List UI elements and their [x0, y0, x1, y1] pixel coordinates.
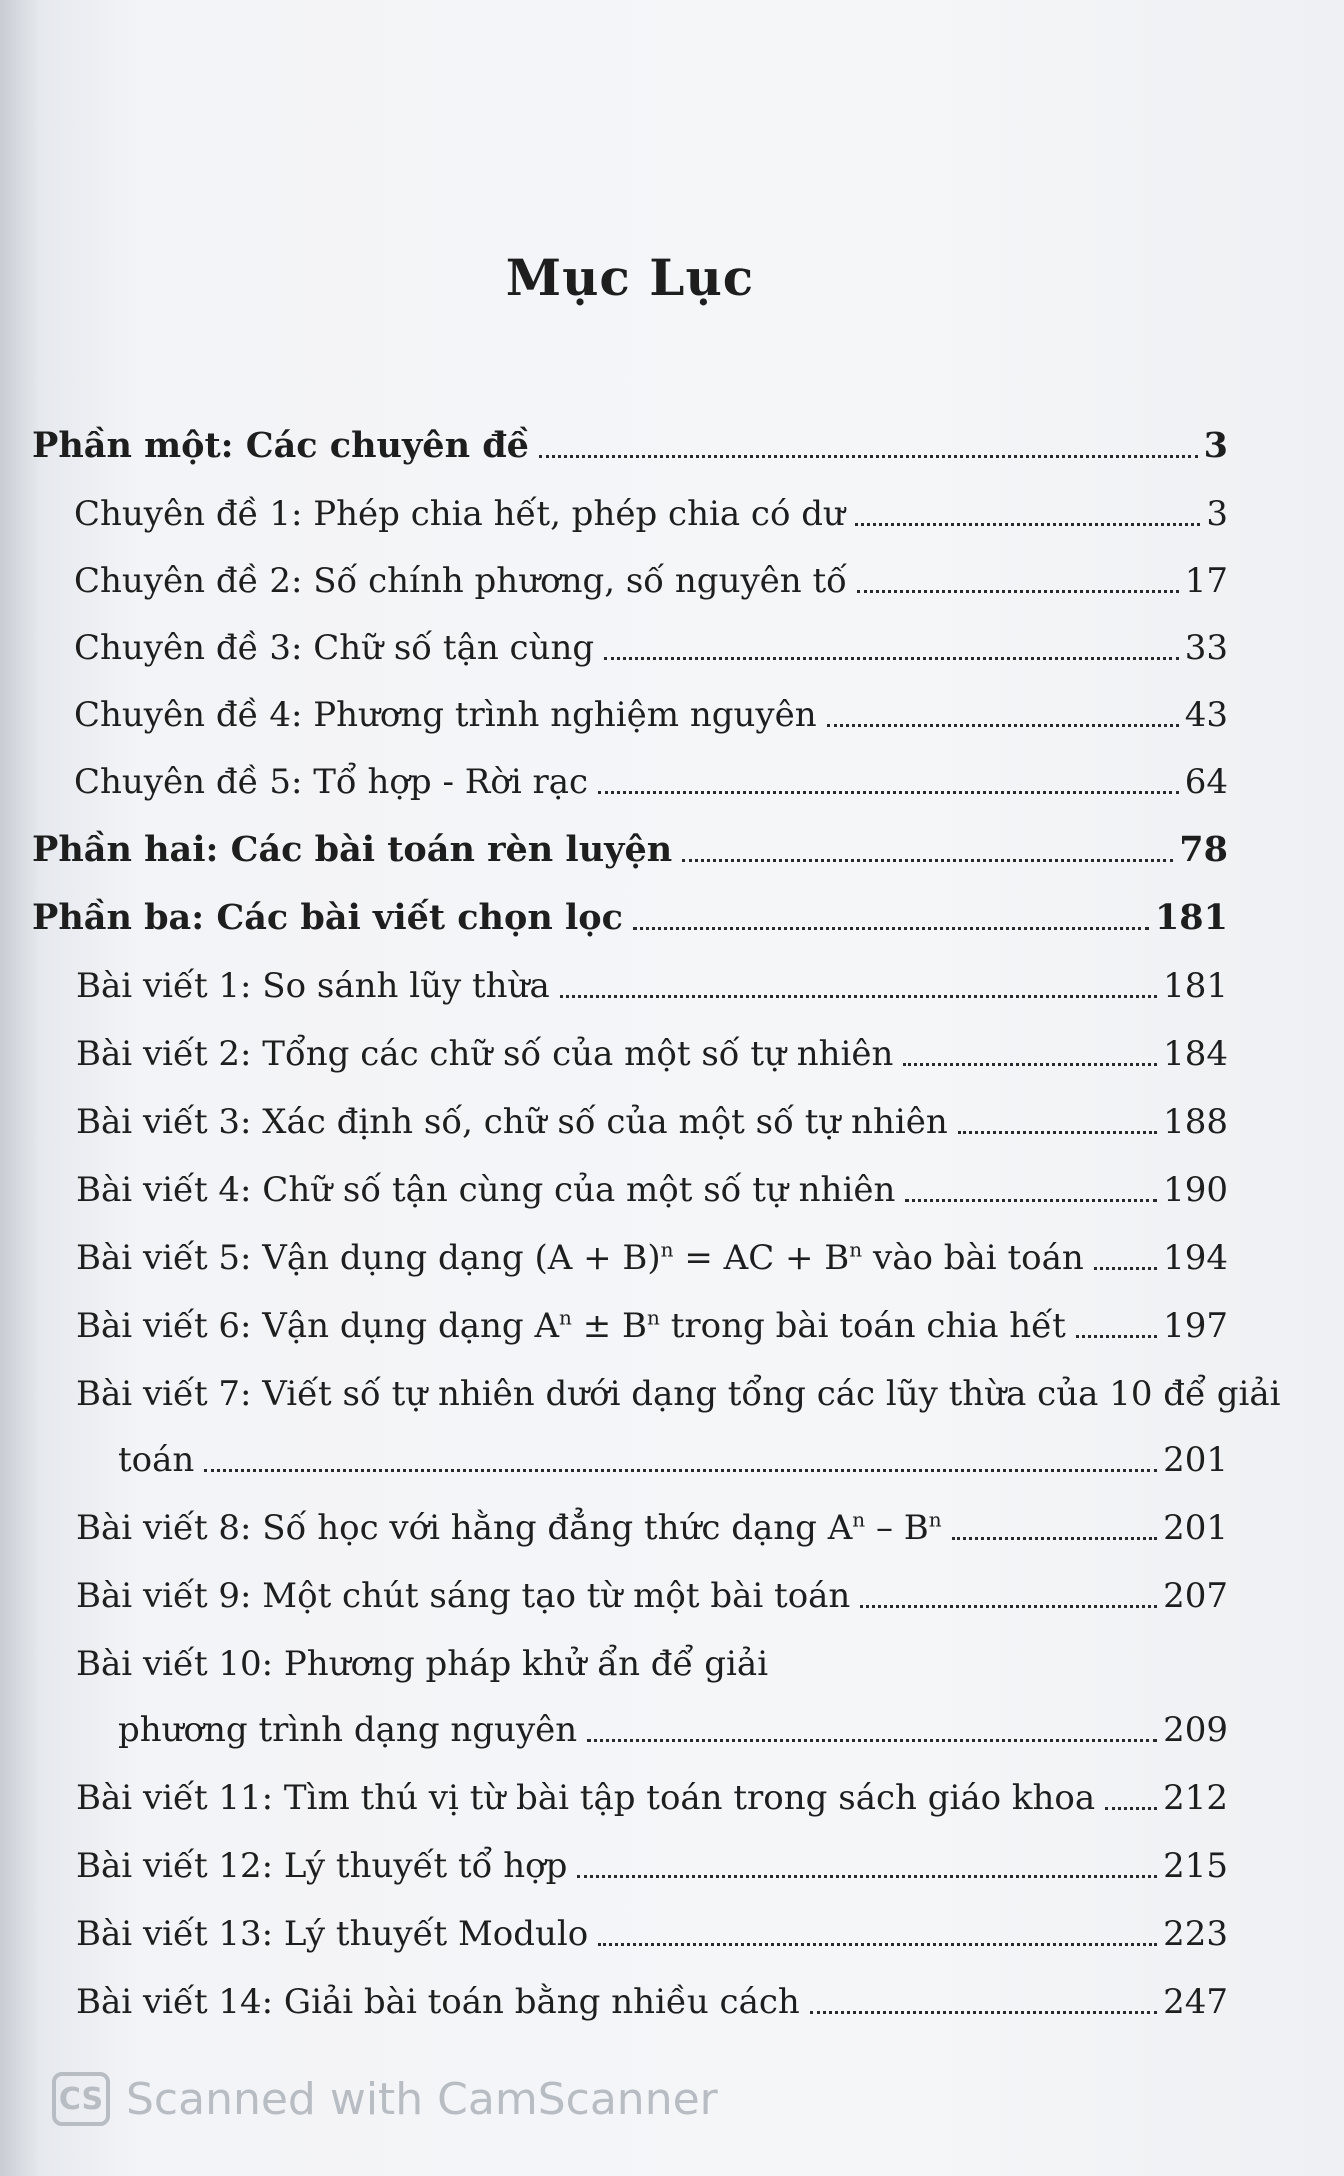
toc-page: 201	[1163, 1440, 1228, 1480]
toc-label: Chuyên đề 3: Chữ số tận cùng	[74, 628, 595, 668]
toc-page: 190	[1163, 1170, 1228, 1210]
watermark-text: Scanned with CamScanner	[126, 2073, 718, 2125]
toc-page: 181	[1154, 897, 1228, 938]
toc-page: 194	[1163, 1238, 1228, 1278]
toc-label: Bài viết 1: So sánh lũy thừa	[76, 966, 550, 1006]
toc-item[interactable]	[76, 1304, 1228, 1348]
toc-item[interactable]	[76, 1168, 1228, 1212]
toc-page: 223	[1163, 1914, 1228, 1954]
toc-page: 17	[1184, 561, 1228, 601]
toc-page: 209	[1163, 1710, 1228, 1750]
camscanner-logo-icon: CS	[52, 2072, 110, 2126]
toc-label: Bài viết 6: Vận dụng dạng $A^n \pm B^n$ trong bài toán chia hết	[76, 1305, 1066, 1346]
toc-page: 212	[1163, 1778, 1228, 1818]
toc-item[interactable]	[74, 492, 1228, 536]
toc-page: 181	[1163, 966, 1228, 1006]
toc-label: Bài viết 8: Số học với hằng đẳng thức dạng $A^n - B^n$	[76, 1507, 942, 1548]
toc-label: toán	[118, 1440, 195, 1480]
toc-item[interactable]	[74, 693, 1228, 737]
toc-label: Phần hai: Các bài toán rèn luyện	[32, 829, 673, 870]
toc-item[interactable]	[118, 1438, 1228, 1482]
toc-label: Phần một: Các chuyên đề	[32, 425, 529, 466]
toc-item[interactable]	[74, 626, 1228, 670]
toc-item[interactable]	[76, 1236, 1228, 1280]
toc-page: 3	[1206, 494, 1228, 534]
toc-page: 215	[1163, 1846, 1228, 1886]
toc-item[interactable]	[76, 1776, 1228, 1820]
toc-label: Chuyên đề 2: Số chính phương, số nguyên tố	[74, 561, 847, 601]
toc-page: 184	[1163, 1034, 1228, 1074]
toc-item[interactable]	[74, 559, 1228, 603]
toc-label-line-1: Bài viết 10: Phương pháp khử ẩn để giải	[76, 1644, 769, 1684]
toc-label: Bài viết 14: Giải bài toán bằng nhiều cách	[76, 1982, 800, 2022]
toc-page: 33	[1184, 628, 1228, 668]
toc-item[interactable]	[76, 1980, 1228, 2024]
toc-item[interactable]	[76, 1032, 1228, 1076]
toc-label: Chuyên đề 4: Phương trình nghiệm nguyên	[74, 695, 817, 735]
page-title: Mục Lục	[505, 248, 755, 307]
toc-part-1[interactable]	[32, 424, 1228, 468]
toc-label: Phần ba: Các bài viết chọn lọc	[32, 897, 623, 938]
toc-page: 78	[1179, 829, 1228, 870]
toc-label: Bài viết 3: Xác định số, chữ số của một số tự nhiên	[76, 1102, 948, 1142]
toc-label: Bài viết 12: Lý thuyết tổ hợp	[76, 1846, 568, 1886]
toc-label: Bài viết 5: Vận dụng dạng $(A + B)^n$ = AC + $B^n$ vào bài toán	[76, 1237, 1084, 1278]
toc-page: 3	[1203, 425, 1228, 466]
toc-item[interactable]	[74, 760, 1228, 804]
toc-page: 207	[1163, 1576, 1228, 1616]
camscanner-watermark	[52, 2072, 718, 2126]
toc-item[interactable]	[76, 1574, 1228, 1618]
toc-page: 43	[1184, 695, 1228, 735]
toc-item[interactable]	[118, 1708, 1228, 1752]
toc-label: Bài viết 2: Tổng các chữ số của một số tự nhiên	[76, 1034, 894, 1074]
toc-label: Bài viết 11: Tìm thú vị từ bài tập toán trong sách giáo khoa	[76, 1778, 1096, 1818]
toc-item[interactable]	[76, 964, 1228, 1008]
toc-label: Bài viết 9: Một chút sáng tạo từ một bài toán	[76, 1576, 851, 1616]
toc-label: Chuyên đề 1: Phép chia hết, phép chia có dư	[74, 494, 845, 534]
toc-part-2[interactable]	[32, 828, 1228, 872]
toc-page: 64	[1184, 762, 1228, 802]
toc-part-3[interactable]	[32, 896, 1228, 940]
toc-item[interactable]	[76, 1100, 1228, 1144]
toc-label: Chuyên đề 5: Tổ hợp - Rời rạc	[74, 762, 589, 802]
toc-item[interactable]	[76, 1506, 1228, 1550]
toc-label-line-1: Bài viết 7: Viết số tự nhiên dưới dạng tổng các lũy thừa của 10 để giải	[76, 1374, 1281, 1414]
toc-page: 188	[1163, 1102, 1228, 1142]
toc-page: 247	[1163, 1982, 1228, 2022]
toc-item[interactable]	[76, 1844, 1228, 1888]
toc-label: Bài viết 13: Lý thuyết Modulo	[76, 1914, 589, 1954]
toc-page: 201	[1163, 1508, 1228, 1548]
toc-label: phương trình dạng nguyên	[118, 1710, 578, 1750]
toc-item[interactable]	[76, 1912, 1228, 1956]
toc-label: Bài viết 4: Chữ số tận cùng của một số tự nhiên	[76, 1170, 896, 1210]
toc-page: 197	[1163, 1306, 1228, 1346]
